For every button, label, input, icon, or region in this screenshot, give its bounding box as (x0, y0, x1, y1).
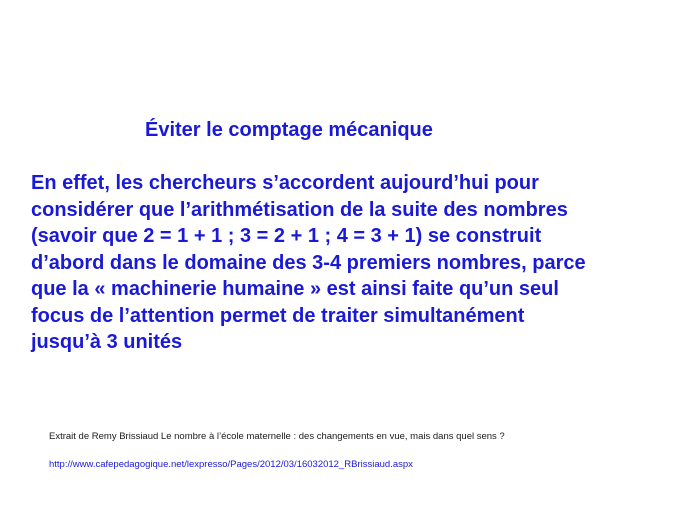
body-paragraph (31, 170, 681, 356)
body-line: (savoir que 2 = 1 + 1 ; 3 = 2 + 1 ; 4 = 3 + 1) se construit (31, 225, 542, 247)
body-line: d’abord dans le domaine des 3-4 premiers nombres, parce (31, 251, 586, 274)
body-line: En effet, les chercheurs s’accordent aujourd’hui pour (31, 172, 539, 194)
body-line: jusqu’à 3 unités (31, 331, 183, 353)
source-link[interactable]: http://www.cafepedagogique.net/lexpresso/Pages/2012/03/16032012_RBrissiaud.aspx (49, 459, 413, 470)
body-line: que la « machinerie humaine » est ainsi faite qu’un seul (31, 278, 559, 300)
body-line: considérer que l’arithmétisation de la suite des nombres (31, 198, 568, 221)
source-caption: Extrait de Remy Brissiaud Le nombre à l’école maternelle : des changements en vue, mais dans quel sens ? (49, 431, 505, 442)
slide-title: Éviter le comptage mécanique (145, 119, 433, 141)
body-line: focus de l’attention permet de traiter simultanément (31, 304, 525, 327)
